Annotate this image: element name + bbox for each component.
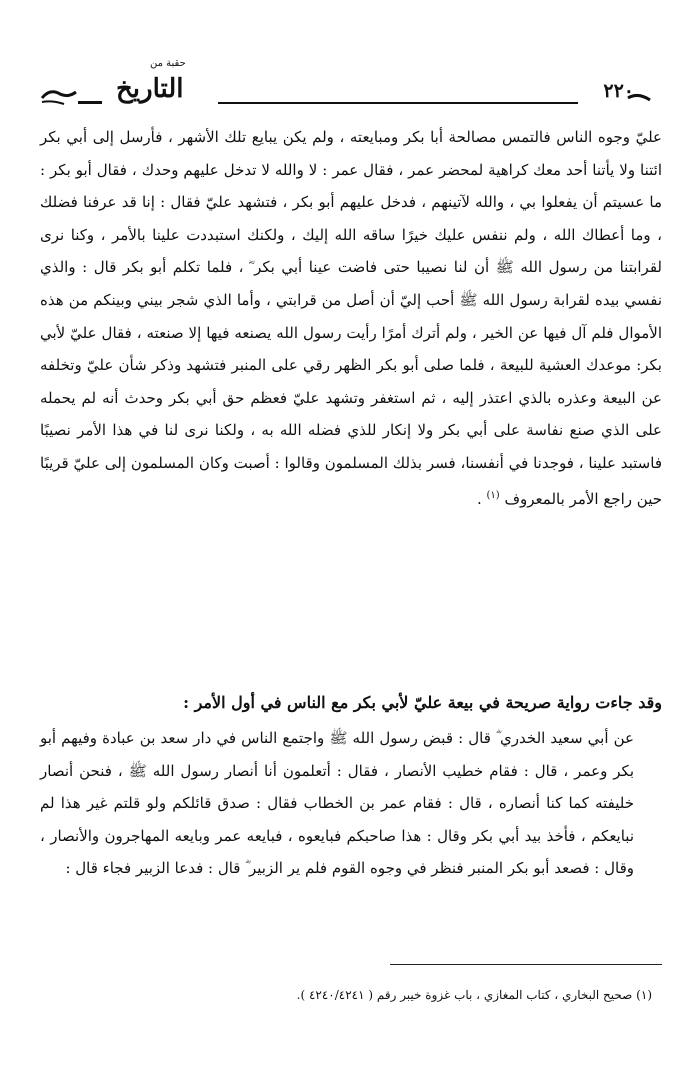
main-text (40, 121, 662, 515)
footnote-reference: (١) (486, 489, 500, 501)
section-heading: وقد جاءت رواية صريحة في بيعة عليّ لأبي بكر مع الناس في أول الأمر : (183, 693, 662, 712)
book-subtitle: حقبة من (150, 58, 186, 69)
paragraph-1-text: عليّ وجوه الناس فالتمس مصالحة أبا بكر ومبايعته ، ولم يكن يبايع تلك الأشهر ، فأرسل إلى أبي بكر ائتنا ولا يأتنا أحد معك كراهية لمحضر عمر ، فقال عمر : لا والله لا تدخل عليهم وحدك ، فقال أبو بكر : ما عسيتم أن يفعلوا بي ، والله لآتينهم ، فدخل عليهم أبو بكر ، فتشهد عليّ فقال : إنا قد عرفنا فضلك ، وما أعطاك الله ، ولم ننفس عليك خيرًا ساقه الله إليك ، ولكنك استبددت علينا بالأمر ، وكنا نرى لقرابتنا من رسول الله ﷺ أن لنا نصيبا حتى فاضت عينا أبي بكر ؓ ، فلما تكلم أبو بكر قال : والذي نفسي بيده لقرابة رسول الله ﷺ أحب إليّ أن أصل من قرابتي ، وأما الذي شجر بيني وبينكم من هذه الأموال فلم آل فيها عن الخير ، ولم أترك أمرًا رأيت رسول الله يصنعه فيها إلا صنعته ، فقال عليّ لأبي بكر: موعدك العشية للبيعة ، فلما صلى أبو بكر الظهر رقي على المنبر فتشهد وذكر شأن عليّ وتخلفه عن البيعة وعذره بالذي اعتذر إليه ، ثم استغفر وتشهد عليّ فعظم حق أبي بكر وحدث أنه لم يحمله على الذي صنع نفاسة على أبي بكر ولا إنكار للذي فضله الله به ، ولكنا نرى لنا في هذا الأمر نصيبًا فاستبد علينا ، فوجدنا في أنفسنا، فسر بذلك المسلمون وقالوا : أصبت وكان المسلمون إلى عليّ قريبًا حين راجع الأمر بالمعروف (40, 128, 662, 508)
footnote-separator (390, 964, 662, 965)
paragraph-2: عن أبي سعيد الخدري ؓ قال : قبض رسول الله ﷺ واجتمع الناس في دار سعد بن عبادة وفيهم أبو بكر وعمر ، قال : فقام خطيب الأنصار ، فقال : أتعلمون أنا أنصار رسول الله ﷺ ، فنحن أنصار خليفته كما كنا أنصاره ، قال : فقام عمر بن الخطاب فقال : صدق قائلكم ولو قلتم غير هذا لم نبايعكم ، فأخذ بيد أبي بكر وقال : هذا صاحبكم فبايعوه ، فبايعه عمر وبايعه المهاجرون والأنصار ، وقال : فصعد أبو بكر المنبر فنظر في وجوه القوم فلم ير الزبير ؓ قال : فدعا الزبير فجاء قال : (40, 729, 634, 878)
book-title: التاريخ (116, 74, 184, 104)
paragraph-1: عليّ وجوه الناس فالتمس مصالحة أبا بكر ومبايعته ، ولم يكن يبايع تلك الأشهر ، فأرسل إلى أبي بكر ائتنا ولا يأتنا أحد معك كراهية لمحضر عمر ، فقال عمر : لا والله لا تدخل عليهم وحدك ، فقال أبو بكر : ما عسيتم أن يفعلوا بي ، والله لآتينهم ، فدخل عليهم أبو بكر ، فتشهد عليّ فقال : إنا قد عرفنا فضلك ، وما أعطاك الله ، ولم ننفس عليك خيرًا ساقه الله إليك ، ولكنك استبددت علينا بالأمر ، وكنا نرى لقرابتنا من رسول الله ﷺ أن لنا نصيبا حتى فاضت عينا أبي بكر ؓ ، فلما تكلم أبو بكر قال : والذي نفسي بيده لقرابة رسول الله ﷺ أحب إليّ أن أصل من قرابتي ، وأما الذي شجر بيني وبينكم من هذه الأموال فلم آل فيها عن الخير ، ولم أترك أمرًا رأيت رسول الله يصنعه فيها إلا صنعته ، فقال عليّ لأبي بكر: موعدك العشية للبيعة ، فلما صلى أبو بكر الظهر رقي على المنبر فتشهد وذكر شأن عليّ وتخلفه عن البيعة وعذره بالذي اعتذر إليه ، ثم استغفر وتشهد عليّ فعظم حق أبي بكر وحدث أنه لم يحمله على الذي صنع نفاسة على أبي بكر ولا إنكار للذي فضله الله به ، ولكنا نرى لنا في هذا الأمر نصيبًا فاستبد علينا ، فوجدنا في أنفسنا، فسر بذلك المسلمون وقالوا : أصبت وكان المسلمون إلى عليّ قريبًا حين راجع الأمر بالمعروف $^{(١)}$ . (40, 128, 662, 508)
main-text-2 (40, 722, 662, 885)
footnote: (١) صحيح البخاري ، كتاب المغازي ، باب غزوة خيبر رقم ( ٤٢٤٠/٤٢٤١ ). (296, 988, 652, 1002)
page-header (38, 58, 660, 116)
page-number: ٢٢٠ (603, 80, 634, 102)
